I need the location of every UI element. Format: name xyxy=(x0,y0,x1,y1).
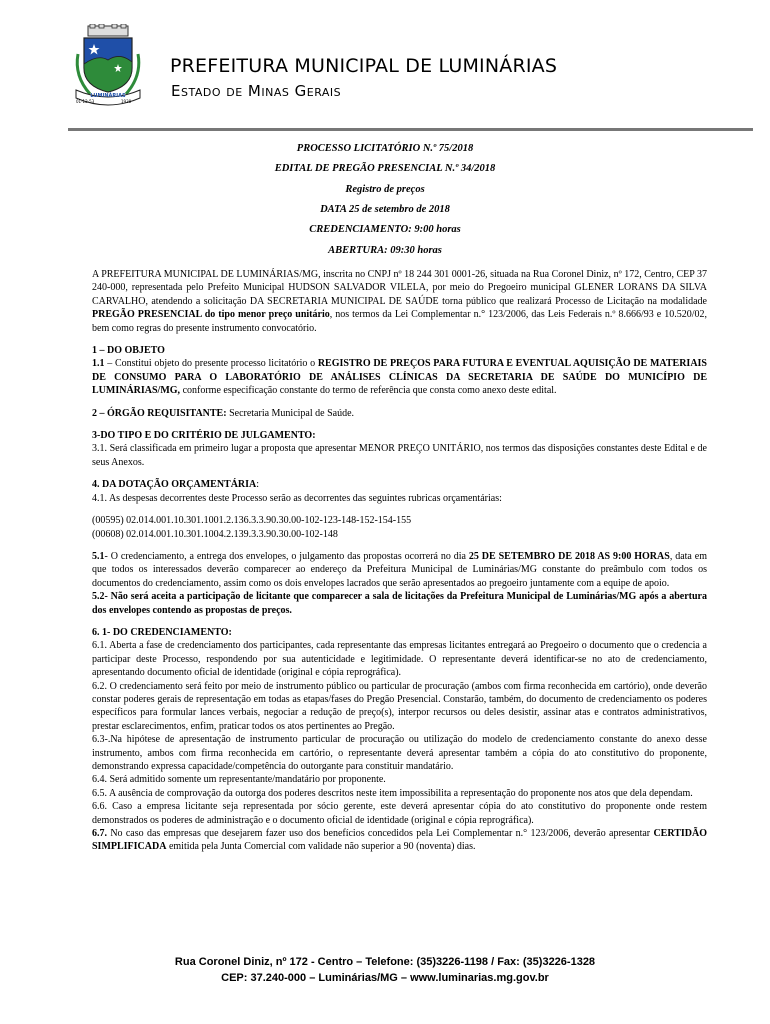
edital-number: EDITAL DE PREGÃO PRESENCIAL N.º 34/2018 xyxy=(274,163,496,174)
process-number: PROCESSO LICITATÓRIO N.º 75/2018 xyxy=(296,143,474,154)
registro-precos: Registro de preços xyxy=(345,184,425,195)
crest-year-left: 01-12-53 xyxy=(76,99,95,104)
date-line: DATA 25 de setembro de 2018 xyxy=(320,204,450,215)
section-2: 2 – ÓRGÃO REQUISITANTE: Secretaria Municipal de Saúde. xyxy=(92,407,355,419)
section-6-5: 6.5. A ausência de comprovação da outorga dos poderes descritos neste item impossibilita a representação do proponente nos atos que dela dependam. xyxy=(92,787,693,799)
section-6-heading: 6. 1- DO CREDENCIAMENTO: xyxy=(92,626,232,638)
section-3-paragraph: 3.1. Será classificada em primeiro lugar a proposta que apresentar MENOR PREÇO UNITÁRIO, nos termos das disposições constantes deste Edital e de seus Anexos. xyxy=(92,443,707,468)
section-6-7: 6.7. No caso das empresas que desejarem fazer uso dos benefícios concedidos pela Lei Complementar n.° 123/2006, deverão apresentar CERTIDÃO SIMPLIFICADA emitida pela Junta Comercial com validade não superior a 90 (noventa) dias. xyxy=(92,828,707,853)
footer-address: Rua Coronel Diniz, nº 172 - Centro – Telefone: (35)3226-1198 / Fax: (35)3226-1328 xyxy=(174,956,596,968)
budget-rubric-1: (00595) 02.014.001.10.301.1001.2.136.3.3.90.30.00-102-123-148-152-154-155 xyxy=(92,515,412,527)
abertura-time: ABERTURA: 09:30 horas xyxy=(328,245,442,256)
header-title: PREFEITURA MUNICIPAL DE LUMINÁRIAS xyxy=(170,55,558,77)
document-body xyxy=(92,268,707,854)
crest-year-right: 1938 xyxy=(121,99,132,104)
header-divider xyxy=(68,128,753,131)
credenciamento-time: CREDENCIAMENTO: 9:00 horas xyxy=(309,224,461,235)
section-4-paragraph: 4.1. As despesas decorrentes deste Processo serão as decorrentes das seguintes rubricas orçamentárias: xyxy=(92,492,502,504)
header-subtitle: Estado de Minas Gerais xyxy=(171,82,342,100)
section-5-1-paragraph: 5.1- O credenciamento, a entrega dos envelopes, o julgamento das propostas ocorrerá no dia 25 DE SETEMBRO DE 2018 AS 9:00 HORAS, data em que todos os interessados deverão comparecer ao endereço da Prefeitura Municipal de Luminárias/MG constante do preâmbulo com todos os documentos do credenciamento, assim como os dois envelopes lacrados que serão apresentados ao pregoeiro juntamente com a equipe de apoio. xyxy=(92,550,707,589)
section-1-heading: 1 – DO OBJETO xyxy=(92,345,165,357)
section-1-paragraph: 1.1 – Constitui objeto do presente processo licitatório o REGISTRO DE PREÇOS PARA FUTURA E EVENTUAL AQUISIÇÃO DE MATERIAIS DE CONSUMO PARA O LABORATÓRIO DE ANÁLISES CLÍNICAS DA SECRETARIA DE SAÚDE DO MUNICÍPIO DE LUMINÁRIAS/MG, conforme especificação constante do termo de referência que consta como anexo deste edital. xyxy=(92,358,707,397)
section-6-3: 6.3-.Na hipótese de apresentação de instrumento particular de procuração ou utilização do modelo de credenciamento constante do anexo desse instrumento, ambos com firma reconhecida em cartório, o representante deverá apresentar também a cópia do ato constitutivo do proponente, demonstrando expressa capacidade/competência do outorgante para constituir mandatário. xyxy=(92,734,707,772)
section-6-1: 6.1. Aberta a fase de credenciamento dos participantes, cada representante das empresas licitantes entregará ao Pregoeiro o documento que o credencia a participar deste Processo, respondendo por sua autenticidade e legitimidade. O representante deverá identificar-se no ato de credenciamento, apresentando documento oficial de identidade (original e cópia reprográfica). xyxy=(92,640,707,679)
section-6-2: 6.2. O credenciamento será feito por meio de instrumento público ou particular de procuração (ambos com firma reconhecida em cartório), onde deverão constar poderes gerais de representação em todas as etapas/fases do Pregão Presencial. Constarão, também, do documento de credenciamento os poderes específicos para formular lances verbais, negociar a redução de preço(s), interpor recursos ou deles desistir, assinar atas e contratos administrativos, prestar esclarecimentos, enfim, praticar todos os atos pertinentes ao Pregão. xyxy=(92,680,707,732)
preamble-paragraph: A PREFEITURA MUNICIPAL DE LUMINÁRIAS/MG, inscrita no CNPJ nº 18 244 301 0001-26, situada na Rua Coronel Diniz, nº 172, Centro, CEP 37 240-000, representada pelo Prefeito Municipal HUDSON SALVADOR VILELA, por meio do Pregoeiro municipal GLENER LORANS DA SILVA CARVALHO, atendendo a solicitação DA SECRETARIA MUNICIPAL DE SAÚDE torna público que realizará Processo de Licitação na modalidade PREGÃO PRESENCIAL do tipo menor preço unitário, nos termos da Lei Complementar n.° 123/2006, das Leis Federais n.º 8.666/93 e 10.520/02, bem como regras do presente instrumento convocatório. xyxy=(92,269,707,334)
section-6-4: 6.4. Será admitido somente um representante/mandatário por proponente. xyxy=(92,774,386,786)
budget-rubric-2: (00608) 02.014.001.10.301.1004.2.139.3.3.90.30.00-102-148 xyxy=(92,528,338,540)
footer-contact: CEP: 37.240-000 – Luminárias/MG – www.luminarias.mg.gov.br xyxy=(221,972,549,984)
section-5-2-paragraph: 5.2- Não será aceita a participação de licitante que comparecer a sala de licitações da Prefeitura Municipal de Luminárias/MG após a abertura dos envelopes contendo as propostas de preços. xyxy=(92,591,707,616)
section-3-heading: 3-DO TIPO E DO CRITÉRIO DE JULGAMENTO: xyxy=(92,430,316,442)
section-6-6: 6.6. Caso a empresa licitante seja representada por sócio gerente, este deverá apresentar cópia do ato constitutivo do proponente onde restem demonstrados os poderes de administração e o documento oficial de identidade (original e cópia reprográfica). xyxy=(92,801,707,826)
section-4-heading: 4. DA DOTAÇÃO ORÇAMENTÁRIA: xyxy=(92,479,260,491)
crest-ribbon-text: LUMINÁRIAS xyxy=(90,93,126,99)
